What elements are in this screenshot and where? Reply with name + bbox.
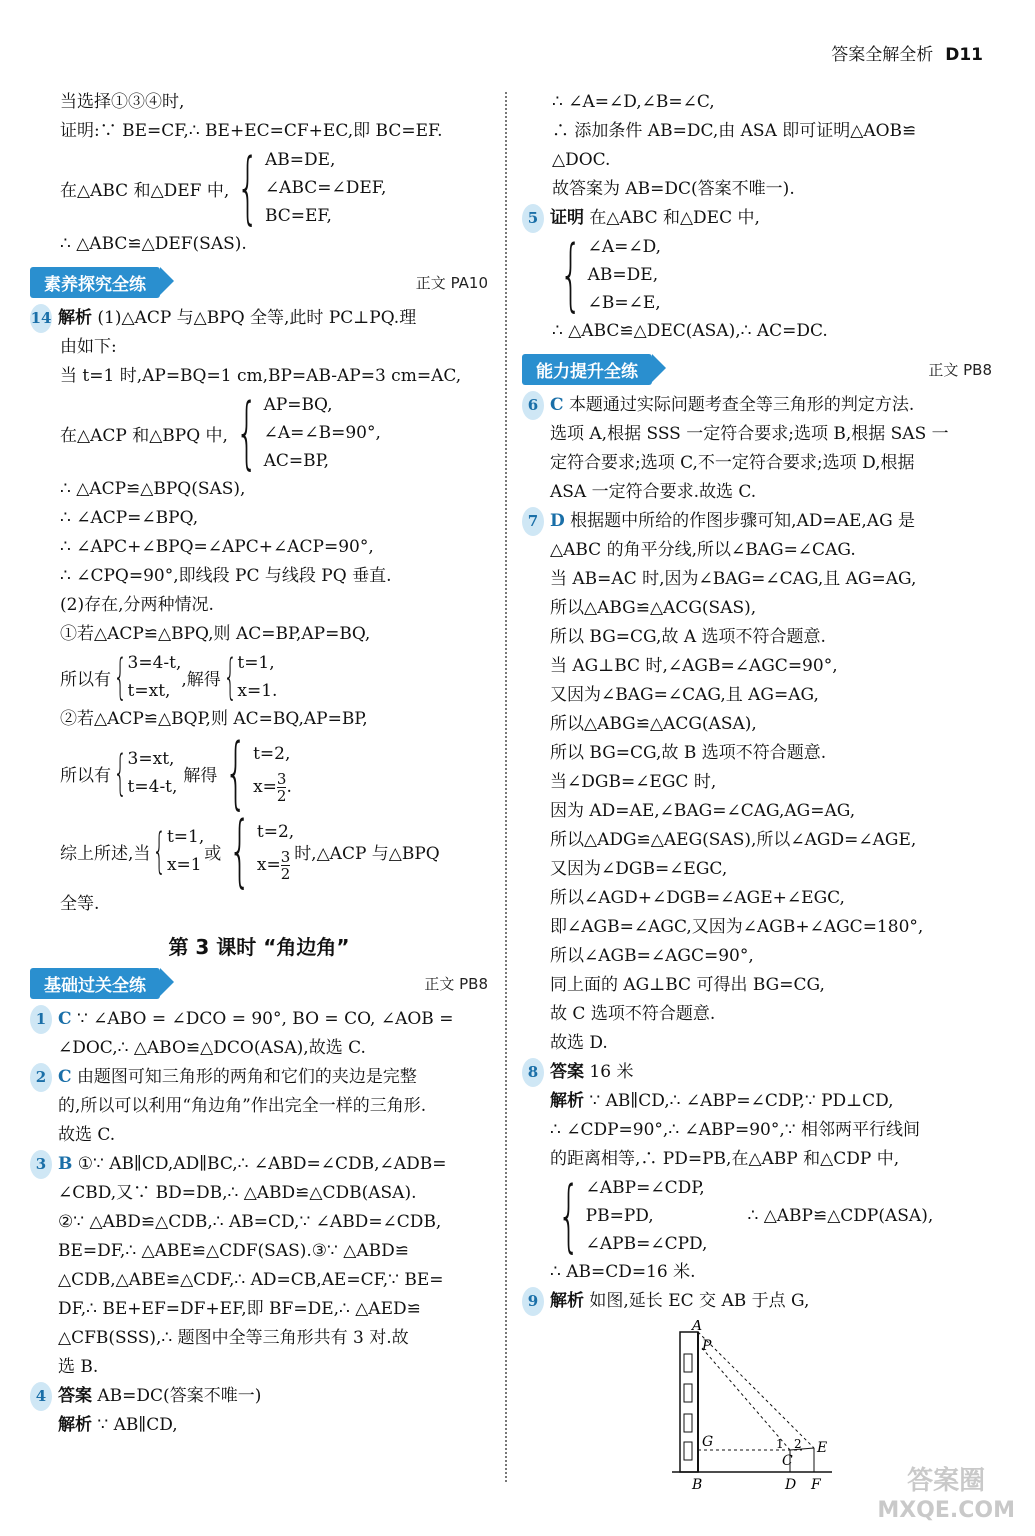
section-header [30, 267, 488, 298]
watermark-line: MXQE.COM [877, 1498, 1015, 1523]
page-number: D11 [945, 45, 983, 65]
answer-letter: C [550, 395, 564, 415]
label-a: A [692, 1320, 703, 1334]
label-e: E [817, 1440, 828, 1456]
system-body [265, 146, 386, 230]
label-f: F [811, 1477, 821, 1492]
lesson-title: 第 3 课时 “角边角” [168, 935, 350, 959]
text-line: ∵ AB∥CD, [97, 1415, 178, 1435]
section-label: 能力提升全练 [522, 354, 652, 385]
text-line: 的距离相等,∴ PD=PB,在△ABP 和△CDP 中, [550, 1149, 900, 1169]
text-line: ∴ ∠CPQ=90°,即线段 PC 与线段 PQ 垂直. [60, 566, 392, 586]
answer-letter: C [58, 1009, 72, 1029]
section-ref: 正文 PB8 [928, 361, 992, 379]
brace: { [113, 649, 128, 705]
answer-letter: B [58, 1154, 73, 1174]
text-line: 本题通过实际问题考查全等三角形的判定方法. [568, 395, 915, 415]
brace: { [557, 1171, 580, 1261]
text-line: (1)△ACP 与△BPQ 全等,此时 PC⊥PQ.理 [97, 308, 417, 328]
system-line: AB=DE, [264, 150, 336, 170]
system-body [257, 818, 294, 884]
question-number: 3 [30, 1150, 52, 1179]
left-column [30, 88, 488, 1440]
text-line: 又因为∠DGB=∠EGC, [550, 859, 728, 879]
system-body [586, 1174, 708, 1258]
text-line: 所以 BG=CG,故 B 选项不符合题意. [550, 743, 827, 763]
text-line: (2)存在,分两种情况. [60, 595, 214, 615]
system-line: ∠A=∠B=90°, [263, 423, 381, 443]
system-line: x=1. [237, 681, 278, 701]
system-line: t=2, [253, 744, 291, 764]
equation-system [522, 230, 992, 320]
brace: { [236, 143, 260, 233]
text-line: 故选 D. [550, 1033, 608, 1053]
system-line: AB=DE, [587, 265, 659, 285]
keyword-label: 解析 [58, 308, 92, 328]
segment-ae [698, 1332, 814, 1448]
text-line: 故答案为 AB=DC(答案不唯一). [552, 179, 795, 199]
question-number: 14 [30, 304, 52, 333]
system-line: ∠ABP=∠CDP, [585, 1178, 705, 1198]
question-number: 8 [522, 1058, 544, 1087]
label-g: G [702, 1434, 714, 1450]
system-conclusion: ∴ △ABP≌△CDP(ASA), [747, 1206, 934, 1226]
text-line: AB=DC(答案不唯一) [97, 1386, 262, 1406]
brace: { [113, 745, 128, 801]
system-line: BC=EF, [264, 206, 332, 226]
segment-pc [702, 1348, 790, 1450]
fraction-numerator: 3 [280, 848, 291, 866]
system-intro: 综上所述,当 [60, 843, 151, 864]
fraction-numerator: 3 [276, 770, 287, 788]
system-intro: 在△ABC 和△DEF 中, [60, 180, 230, 201]
text-line: ∴ 添加条件 AB=DC,由 ASA 即可证明△AOB≌ [552, 121, 917, 141]
fraction-denominator: 2 [276, 787, 287, 805]
system-line: 3=4-t, [127, 653, 182, 673]
brace: { [152, 823, 167, 879]
text-line: ∠CBD,又∵ BD=DB,∴ △ABD≌△CDB(ASA). [58, 1183, 417, 1203]
system-line: ∠ABC=∠DEF, [264, 178, 387, 198]
text-line: 即∠AGB=∠AGC,又因为∠AGB+∠AGC=180°, [550, 917, 924, 937]
text-line: 当∠DGB=∠EGC 时, [550, 772, 717, 792]
question-number: 2 [30, 1063, 52, 1092]
text-line: △ABC 的角平分线,所以∠BAG=∠CAG. [550, 540, 856, 560]
text-line: △CDB,△ABE≌△CDF,∴ AD=CB,AE=CF,∵ BE= [58, 1270, 444, 1290]
text-line: 所以△ABG≌△ACG(ASA), [550, 714, 757, 734]
system-line: t=4-t, [127, 777, 178, 797]
window [684, 1414, 692, 1432]
system-body [128, 745, 178, 801]
text-line: ∴ △ABC≌△DEC(ASA),∴ AC=DC. [552, 321, 828, 341]
keyword-label: 解析 [550, 1291, 584, 1311]
text-line: BE=DF,∴ △ABE≌△CDF(SAS).③∵ △ABD≌ [58, 1241, 409, 1261]
figure-svg [672, 1320, 852, 1492]
section-ref: 正文 PA10 [415, 274, 488, 292]
text-line: 又因为∠BAG=∠CAG,且 AG=AG, [550, 685, 819, 705]
keyword-label: 解析 [550, 1091, 584, 1111]
text-line: 选项 A,根据 SSS 一定符合要求;选项 B,根据 SAS 一 [550, 424, 949, 444]
text-line: 16 米 [589, 1062, 634, 1082]
brace: { [225, 728, 248, 818]
text-line: 同上面的 AG⊥BC 可得出 BG=CG, [550, 975, 825, 995]
watermark-line: 答案圈 [907, 1466, 986, 1496]
system-line: AP=BQ, [263, 395, 333, 415]
text-line: 全等. [60, 894, 100, 914]
text-line: ∵ AB∥CD,∴ ∠ABP=∠CDP,∵ PD⊥CD, [589, 1091, 894, 1111]
section-label: 基础过关全练 [30, 968, 160, 999]
text-line: 所以 BG=CG,故 A 选项不符合题意. [550, 627, 826, 647]
text-line: 定符合要求;选项 C,不一定符合要求;选项 D,根据 [550, 453, 915, 473]
text-line: ∴ ∠A=∠D,∠B=∠C, [552, 92, 715, 112]
system-intro: 所以有 [60, 669, 111, 690]
fraction [281, 849, 291, 882]
equation-system [30, 388, 488, 478]
equation-system [30, 806, 488, 896]
label-angle-1: 1 [776, 1437, 784, 1451]
system-intro: 在△ACP 和△BPQ 中, [60, 425, 228, 446]
text-line: 当 AG⊥BC 时,∠AGB=∠AGC=90°, [550, 656, 838, 676]
text-line: 在△ABC 和△DEC 中, [589, 208, 760, 228]
section-header [522, 354, 992, 385]
section-label: 素养探究全练 [30, 267, 160, 298]
system-line: x=1 [166, 855, 202, 875]
question-number: 1 [30, 1005, 52, 1034]
equation-system [30, 143, 488, 233]
page-header [831, 40, 983, 65]
system-body [167, 823, 204, 879]
text-line: ①∵ AB∥CD,AD∥BC,∴ ∠ABD=∠CDB,∠ADB= [77, 1154, 447, 1174]
text-line: ∴ △ACP≌△BPQ(SAS), [60, 479, 246, 499]
text-line: 所以∠AGD+∠DGB=∠AGE+∠EGC, [550, 888, 845, 908]
fraction-denominator: 2 [280, 865, 291, 883]
question-number: 9 [522, 1287, 544, 1316]
text-line: 当选择①③④时, [60, 92, 185, 112]
window [684, 1442, 692, 1460]
keyword-label: 答案 [58, 1386, 92, 1406]
label-c: C [782, 1453, 793, 1469]
system-intro: 所以有 [60, 765, 111, 786]
system-line: AC=BP, [263, 451, 330, 471]
brace: { [235, 388, 258, 478]
text-line: 根据题中所给的作图步骤可知,AD=AE,AG 是 [570, 511, 916, 531]
text-line: 选 B. [58, 1357, 99, 1377]
text-line: ASA 一定符合要求.故选 C. [550, 482, 757, 502]
text-line: 所以△ABG≌△ACG(SAS), [550, 598, 757, 618]
text-line: ∴ ∠APC+∠BPQ=∠APC+∠ACP=90°, [60, 537, 374, 557]
text-line: 当 AB=AC 时,因为∠BAG=∠CAG,且 AG=AG, [550, 569, 917, 589]
system-line: t=2, [256, 822, 295, 842]
text-line: 证明:∵ BE=CF,∴ BE+EC=CF+EC,即 BC=EF. [60, 121, 443, 141]
window [684, 1384, 692, 1402]
system-line: ∠B=∠E, [587, 293, 661, 313]
label-p: P [702, 1338, 712, 1354]
system-line: ∠A=∠D, [587, 237, 662, 257]
text-line: ∴ △ABC≌△DEF(SAS). [60, 234, 247, 254]
watermark [877, 1466, 1015, 1526]
system-text: ,解得 [181, 669, 221, 690]
system-body [128, 649, 182, 705]
text-line: ①若△ACP≌△BPQ,则 AC=BP,AP=BQ, [60, 624, 371, 644]
text-line: 故选 C. [58, 1125, 116, 1145]
question-number: 7 [522, 507, 544, 536]
text-line: ②若△ACP≌△BQP,则 AC=BQ,AP=BP, [60, 709, 368, 729]
text-line: ∠DOC,∴ △ABO≌△DCO(ASA),故选 C. [58, 1038, 366, 1058]
equation-system [522, 1171, 992, 1261]
system-line: x= [256, 855, 281, 875]
text-line: 由如下: [60, 337, 117, 357]
system-line: t=1, [237, 653, 275, 673]
system-body [264, 391, 381, 475]
system-line: 3=xt, [127, 749, 175, 769]
text-line: ②∵ △ABD≌△CDB,∴ AB=CD,∵ ∠ABD=∠CDB, [58, 1212, 442, 1232]
system-body [588, 233, 661, 317]
keyword-label: 证明 [550, 208, 584, 228]
text-line: 故 C 选项不符合题意. [550, 1004, 716, 1024]
equation-system [30, 649, 488, 705]
system-line: x= [253, 777, 277, 797]
system-text: 解得 [183, 765, 218, 786]
text-line: DF,∴ BE+EF=DF+EF,即 BF=DE,∴ △AED≌ [58, 1299, 421, 1319]
label-b: B [692, 1477, 703, 1492]
answer-letter: D [550, 511, 565, 531]
question-number: 5 [522, 204, 544, 233]
system-line: PB=PD, [585, 1206, 654, 1226]
text-line: ∵ ∠ABO = ∠DCO = 90°, BO = CO, ∠AOB = [76, 1009, 454, 1029]
system-body [237, 649, 277, 705]
text-line: 的,所以可以利用“角边角”作出完全一样的三角形. [58, 1096, 427, 1116]
brace: { [228, 806, 252, 896]
system-line: ∠APB=∠CPD, [585, 1234, 708, 1254]
text-line: △CFB(SSS),∴ 题图中全等三角形共有 3 对.故 [58, 1328, 409, 1348]
system-body: t=2, x= $\frac{3}{2}$ . [253, 740, 292, 806]
question-number: 4 [30, 1382, 52, 1411]
right-column [522, 88, 992, 1497]
brace: { [559, 230, 582, 320]
text-line: 所以△ADG≌△AEG(SAS),所以∠AGD=∠AGE, [550, 830, 917, 850]
system-line: t=1, [166, 827, 205, 847]
text-line: 因为 AD=AE,∠BAG=∠CAG,AG=AG, [550, 801, 856, 821]
section-ref: 正文 PB8 [424, 975, 488, 993]
column-divider [505, 92, 507, 1482]
keyword-label: 答案 [550, 1062, 584, 1082]
system-text: 或 [204, 843, 222, 864]
keyword-label: 解析 [58, 1415, 92, 1435]
text-line: △DOC. [552, 150, 611, 170]
equation-system [30, 728, 488, 818]
system-text: 时,△ACP 与△BPQ [294, 843, 440, 864]
text-line: 如图,延长 EC 交 AB 于点 G, [589, 1291, 810, 1311]
text-line: ∴ ∠ACP=∠BPQ, [60, 508, 199, 528]
header-title: 答案全解全析 [831, 45, 934, 65]
question-number: 6 [522, 391, 544, 420]
text-line: ∴ AB=CD=16 米. [550, 1262, 696, 1282]
text-line: 当 t=1 时,AP=BQ=1 cm,BP=AB-AP=3 cm=AC, [60, 366, 462, 386]
window [684, 1354, 692, 1372]
label-d: D [785, 1477, 797, 1492]
text-line: 所以∠AGB=∠AGC=90°, [550, 946, 754, 966]
text-line: 由题图可知三角形的两角和它们的夹边是完整 [76, 1067, 417, 1087]
brace: { [223, 649, 237, 705]
text-line: ∴ ∠CDP=90°,∴ ∠ABP=90°,∵ 相邻两平行线间 [550, 1120, 920, 1140]
fraction [277, 771, 287, 804]
system-line: t=xt, [127, 681, 171, 701]
answer-letter: C [58, 1067, 72, 1087]
section-header [30, 968, 488, 999]
label-angle-2: 2 [794, 1437, 802, 1451]
